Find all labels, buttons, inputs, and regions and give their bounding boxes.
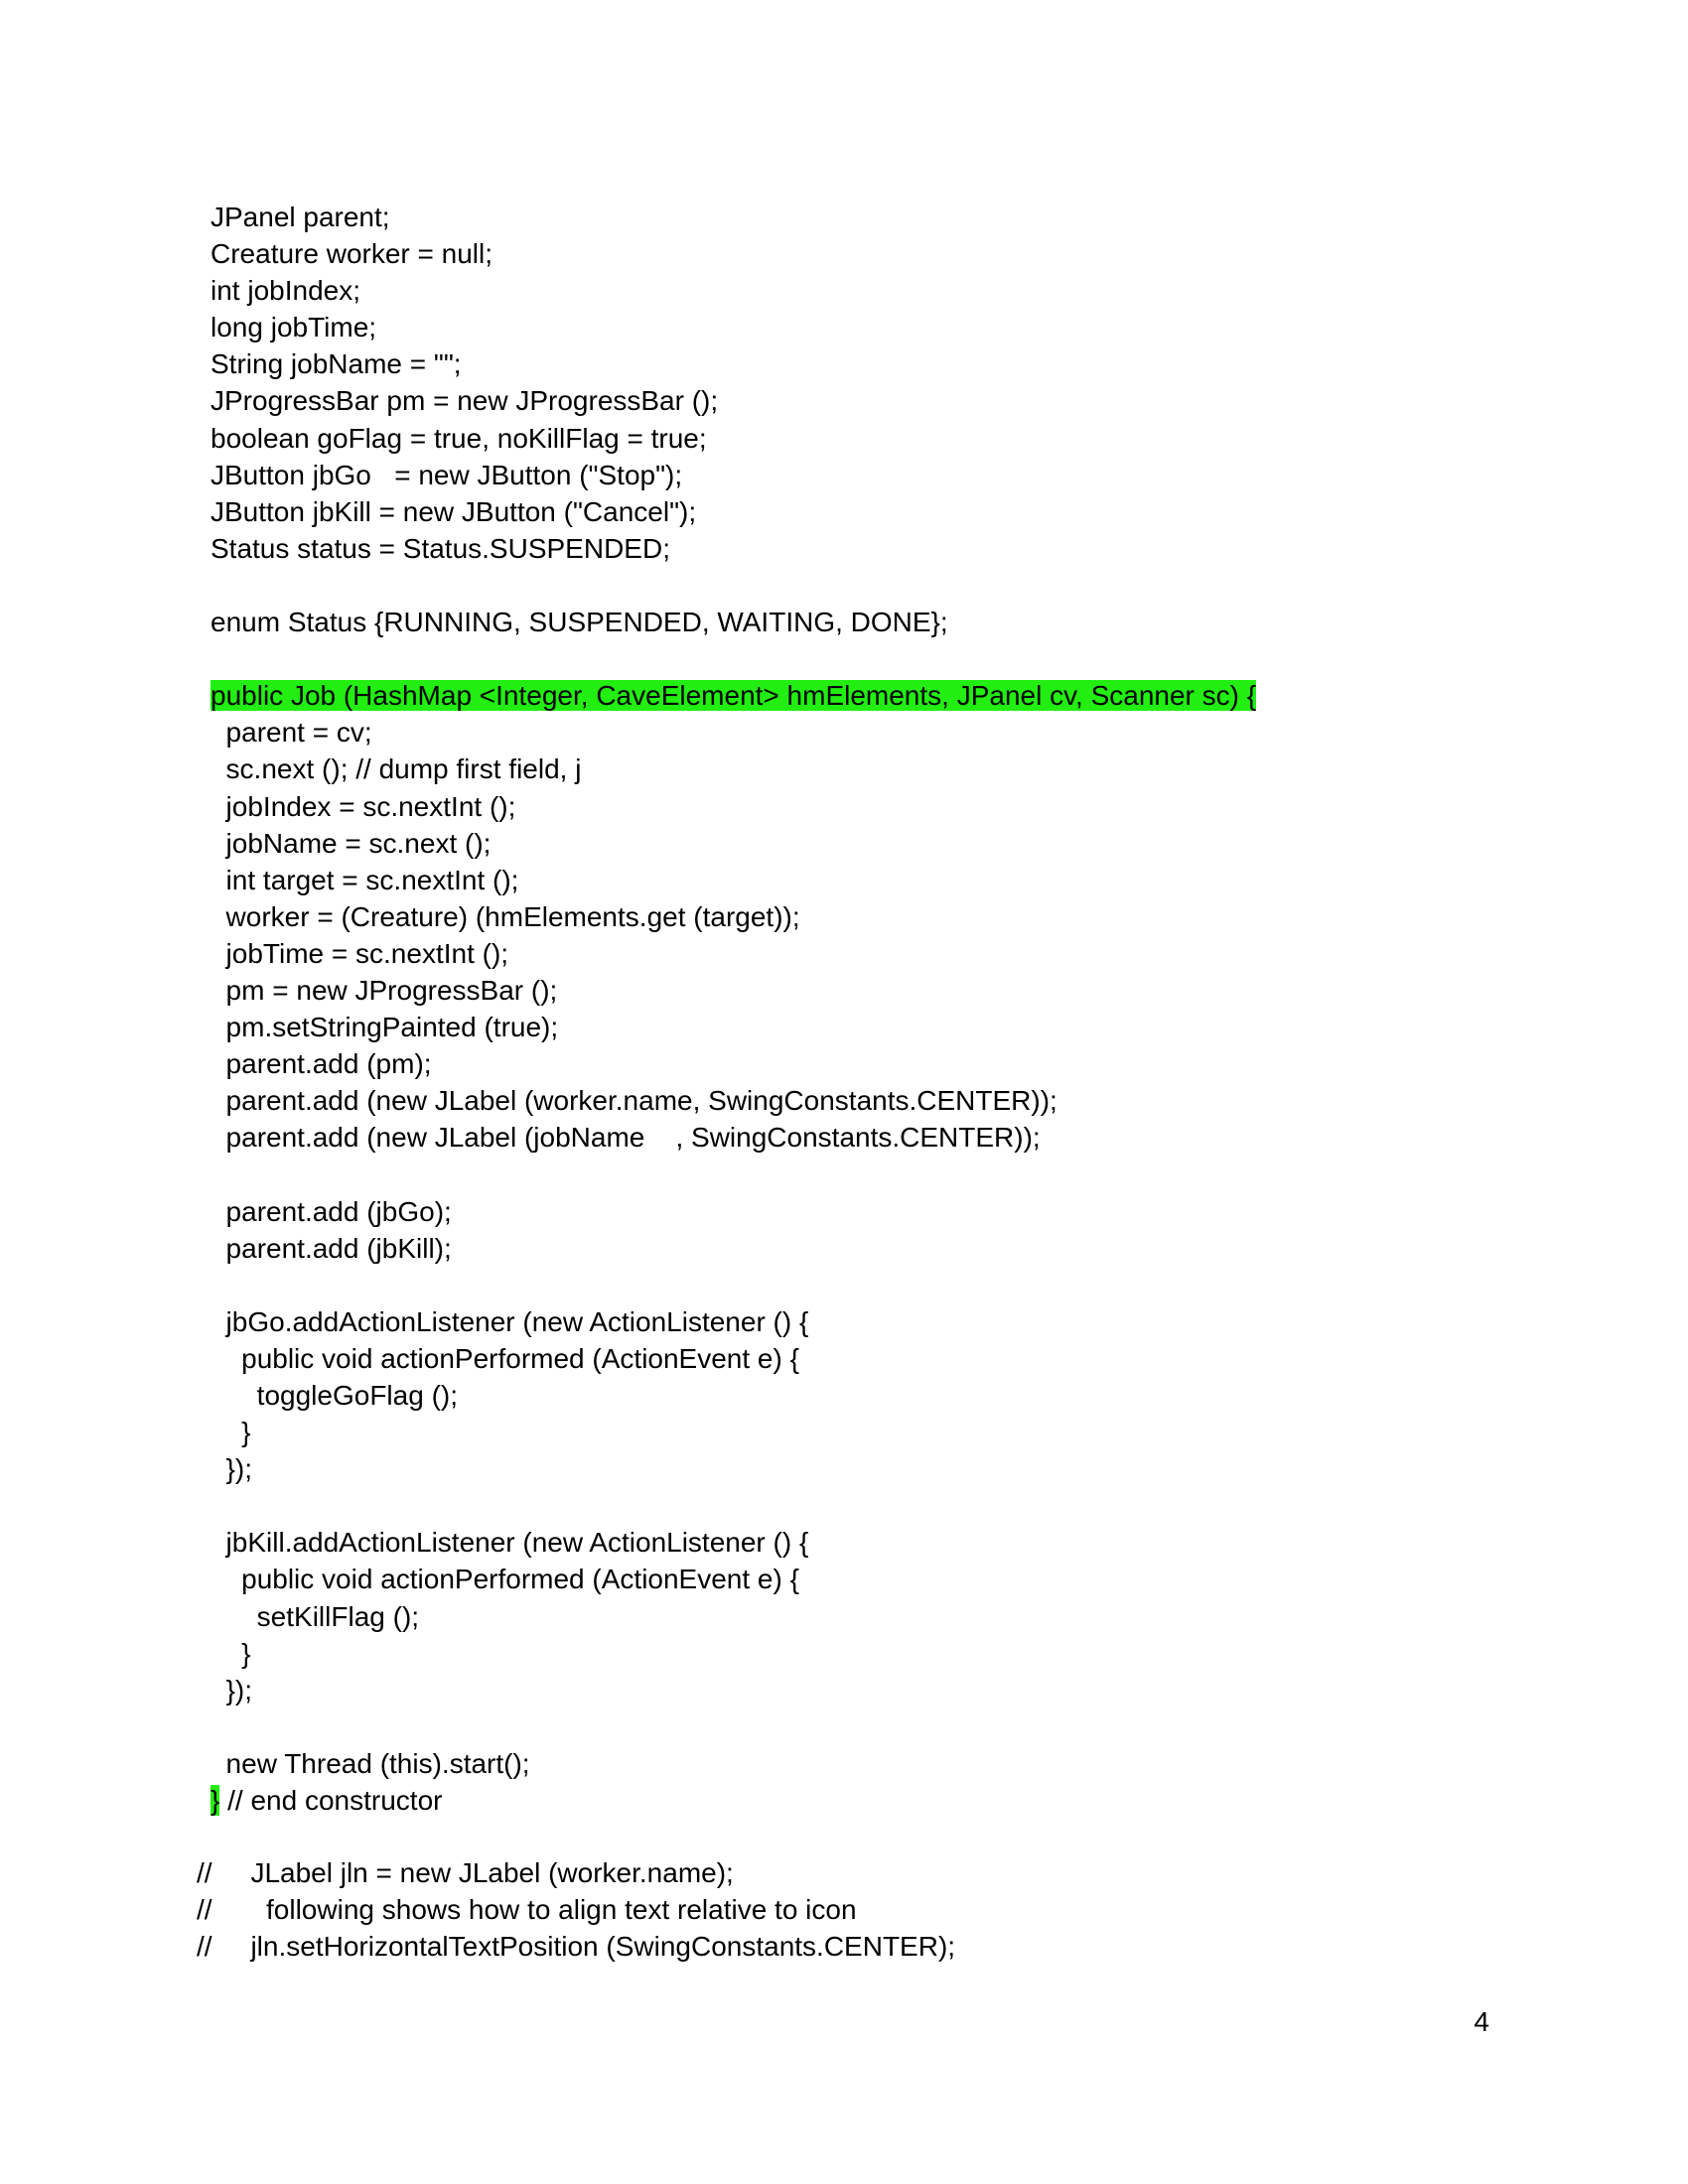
code-line xyxy=(211,1193,1501,1230)
code-line-text: jbKill.addActionListener (new ActionListener () { xyxy=(211,1527,809,1559)
code-line xyxy=(211,1487,1501,1524)
code-line xyxy=(211,640,1501,677)
code-line-text: pm.setStringPainted (true); xyxy=(211,1012,559,1043)
code-line xyxy=(211,530,1501,567)
code-line-text: parent.add (new JLabel (jobName , SwingConstants.CENTER)); xyxy=(211,1122,1041,1154)
code-line-text: }); xyxy=(211,1674,253,1706)
code-line xyxy=(211,1450,1501,1487)
highlighted-closing-brace: } xyxy=(211,1785,220,1817)
highlighted-constructor-signature xyxy=(211,677,1501,714)
constructor-end-line xyxy=(211,1782,1501,1819)
code-line xyxy=(211,272,1501,309)
code-line xyxy=(211,751,1501,787)
code-line-text: toggleGoFlag (); xyxy=(211,1380,458,1411)
code-line-text: parent.add (jbKill); xyxy=(211,1232,452,1264)
code-line xyxy=(211,1082,1501,1119)
code-line-text: public void actionPerformed (ActionEvent e) { xyxy=(211,1342,799,1374)
code-line-text: int target = sc.nextInt (); xyxy=(211,864,519,895)
page-number: 4 xyxy=(1474,2006,1489,2037)
code-line-text: parent.add (jbGo); xyxy=(211,1195,452,1227)
code-line-text: pm = new JProgressBar (); xyxy=(211,974,558,1006)
comment-line: // JLabel jln = new JLabel (worker.name); xyxy=(197,1857,734,1888)
code-line xyxy=(211,1340,1501,1377)
code-line xyxy=(211,1377,1501,1414)
code-line-text: Status status = Status.SUSPENDED; xyxy=(211,532,670,564)
code-line xyxy=(211,714,1501,751)
code-line xyxy=(211,1414,1501,1450)
code-line-text: Creature worker = null; xyxy=(211,238,493,270)
code-line xyxy=(211,1303,1501,1340)
code-line-text: public Job (HashMap <Integer, CaveElement> hmElements, JPanel cv, Scanner sc) { xyxy=(211,680,1257,712)
code-line-text: JButton jbGo = new JButton ("Stop"); xyxy=(211,459,683,490)
code-line xyxy=(211,1045,1501,1082)
code-line xyxy=(211,1267,1501,1303)
code-line-text: sc.next (); // dump first field, j xyxy=(211,753,582,785)
code-line xyxy=(211,898,1501,935)
commented-code-block xyxy=(197,1854,955,1965)
code-line-text: } xyxy=(211,1637,251,1669)
code-line xyxy=(211,1745,1501,1782)
code-line xyxy=(211,1524,1501,1561)
code-line xyxy=(211,199,1501,235)
code-line xyxy=(211,788,1501,825)
comment-line: // jln.setHorizontalTextPosition (SwingConstants.CENTER); xyxy=(197,1931,956,1963)
code-line-text: JButton jbKill = new JButton ("Cancel"); xyxy=(211,495,697,527)
code-line xyxy=(211,1230,1501,1267)
code-line-text: JProgressBar pm = new JProgressBar (); xyxy=(211,385,719,417)
code-line xyxy=(211,420,1501,457)
code-line xyxy=(211,345,1501,382)
code-line xyxy=(211,1119,1501,1156)
code-line xyxy=(211,935,1501,972)
code-line xyxy=(211,382,1501,419)
code-line-text: new Thread (this).start(); xyxy=(211,1747,530,1779)
code-line-text: long jobTime; xyxy=(211,312,377,343)
code-line-text: }); xyxy=(211,1453,253,1485)
code-line xyxy=(211,825,1501,862)
comment-line: // following shows how to align text relative to icon xyxy=(197,1894,857,1926)
code-line-text: parent.add (pm); xyxy=(211,1048,432,1080)
code-line-text: } xyxy=(211,1417,251,1448)
code-block xyxy=(211,199,1501,1819)
code-line xyxy=(211,972,1501,1009)
code-line xyxy=(211,235,1501,272)
end-constructor-comment: // end constructor xyxy=(219,1785,443,1817)
code-line xyxy=(211,1598,1501,1635)
code-line xyxy=(211,1672,1501,1708)
code-line-text: String jobName = ""; xyxy=(211,348,462,380)
code-line-text: setKillFlag (); xyxy=(211,1600,420,1632)
code-line xyxy=(211,309,1501,345)
code-line-text: public void actionPerformed (ActionEvent e) { xyxy=(211,1564,799,1595)
code-line xyxy=(211,1009,1501,1045)
code-line-text: worker = (Creature) (hmElements.get (target)); xyxy=(211,900,800,932)
code-line xyxy=(211,1708,1501,1745)
code-line-text: jobName = sc.next (); xyxy=(211,827,492,859)
code-line-text: boolean goFlag = true, noKillFlag = true; xyxy=(211,422,707,454)
code-line-text: int jobIndex; xyxy=(211,275,360,307)
code-line xyxy=(211,604,1501,640)
code-line xyxy=(211,1561,1501,1597)
code-line-text: jobTime = sc.nextInt (); xyxy=(211,937,509,969)
code-line-text: jbGo.addActionListener (new ActionListener () { xyxy=(211,1305,809,1337)
code-line-text: jobIndex = sc.nextInt (); xyxy=(211,790,516,822)
code-line-text: parent.add (new JLabel (worker.name, SwingConstants.CENTER)); xyxy=(211,1085,1057,1117)
code-line-text: parent = cv; xyxy=(211,717,372,749)
code-line xyxy=(211,1635,1501,1672)
code-line xyxy=(211,457,1501,493)
code-line xyxy=(211,862,1501,898)
code-line xyxy=(211,493,1501,530)
code-line xyxy=(211,1156,1501,1192)
code-line-text: JPanel parent; xyxy=(211,202,390,232)
code-line-text: enum Status {RUNNING, SUSPENDED, WAITING, DONE}; xyxy=(211,607,948,638)
code-line xyxy=(211,567,1501,604)
